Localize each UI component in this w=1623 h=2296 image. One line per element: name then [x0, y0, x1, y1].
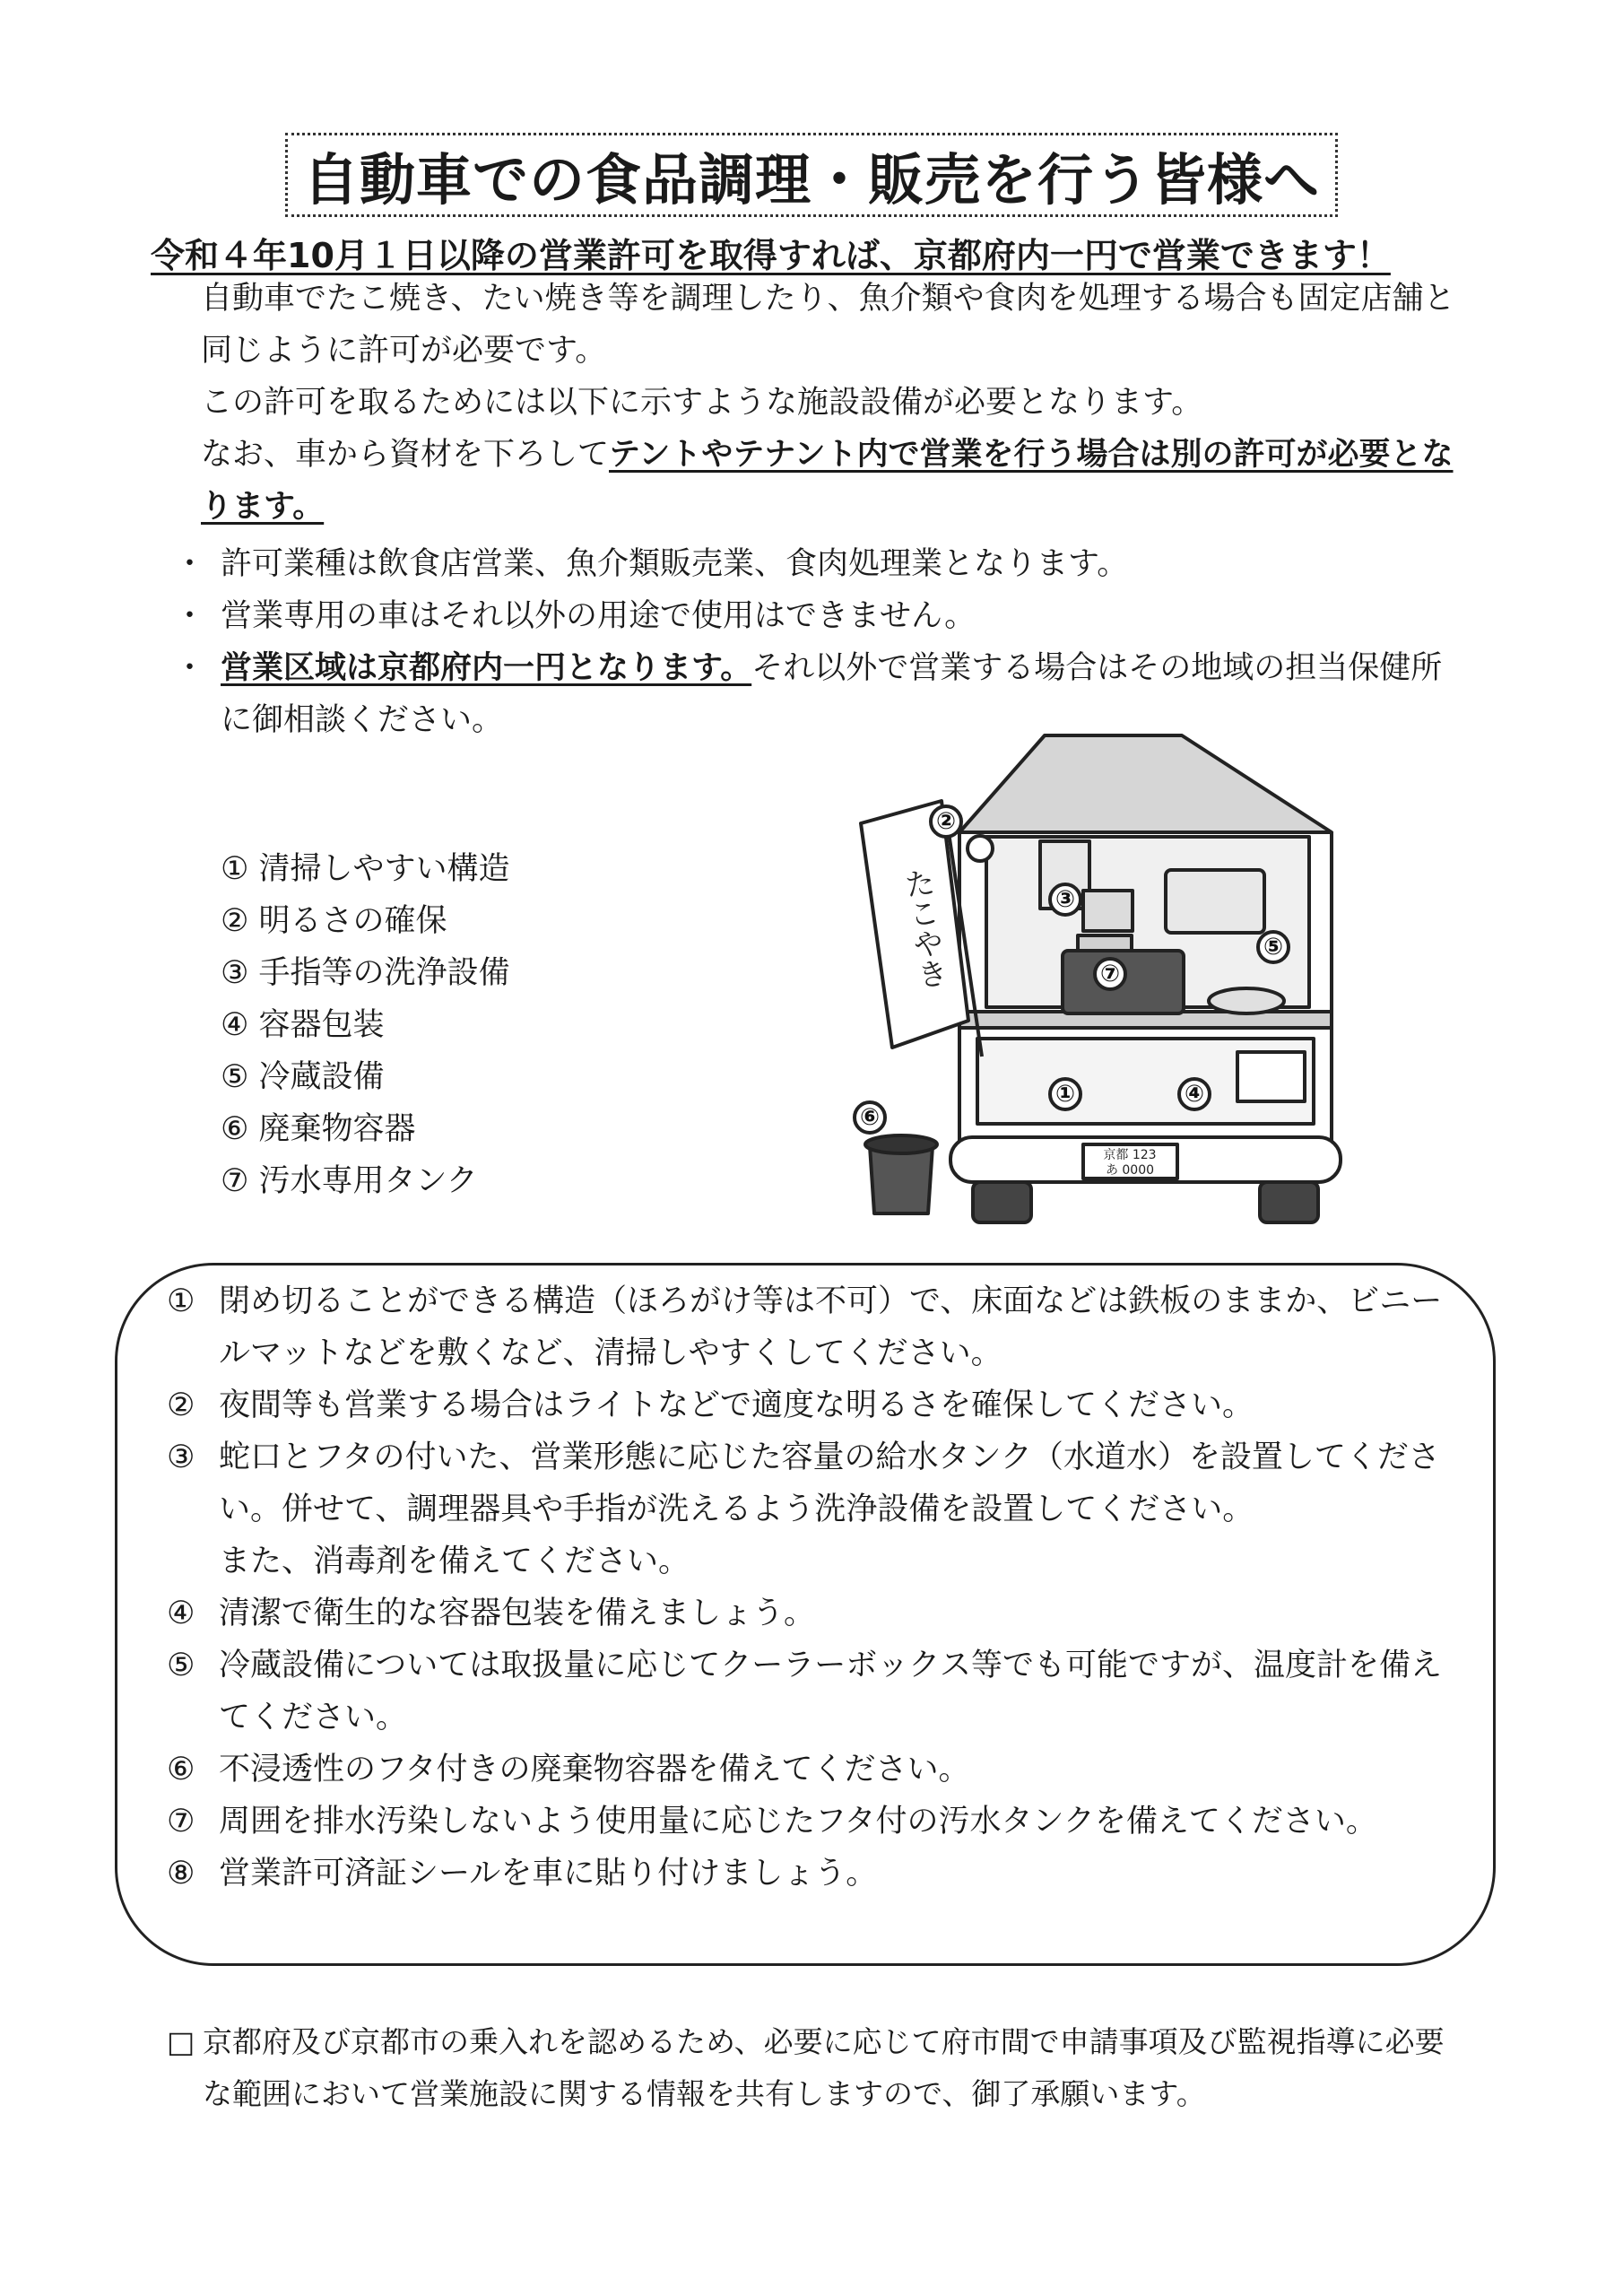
plate-text-bottom: あ 0000 — [1105, 1163, 1155, 1178]
rule-text: 不浸透性のフタ付きの廃棄物容器を備えてください。 — [219, 1752, 970, 1787]
legend-item: ⑤ 冷蔵設備 — [221, 1059, 385, 1095]
package-box — [1237, 1052, 1305, 1101]
marker-5: ⑤ — [1263, 934, 1284, 961]
legend-item: ① 清掃しやすい構造 — [221, 851, 510, 887]
page-title: 自動車での食品調理・販売を行う皆様へ — [302, 146, 1320, 213]
list-item — [167, 1848, 1458, 1900]
intro-text-2: この許可を取るためには以下に示すような施設設備が必要となります。 — [201, 385, 1203, 421]
rule-text: 蛇口とフタの付いた、営業形態に応じた容量の給水タンク（水道水）を設置してください。併せて、調理器具や手指が洗えるよう洗浄設備を設置してください。 — [219, 1439, 1440, 1527]
cooler-box — [1166, 870, 1264, 933]
list-item — [167, 538, 1458, 590]
mixing-bowl — [1209, 988, 1284, 1013]
plate-text-top: 京都 123 — [1103, 1148, 1157, 1162]
list-item — [167, 1796, 1458, 1848]
list-item — [167, 1587, 1458, 1639]
intro-text-3 — [167, 429, 1458, 533]
trash-can-lid — [865, 1135, 937, 1153]
rule-number: ③ — [167, 1439, 195, 1475]
rule-number: ⑦ — [167, 1804, 195, 1839]
intro-paragraph-3 — [167, 429, 1458, 533]
intro-text-3-emphasis: テントやテナント内で営業を行う場合は別の許可が必要となります。 — [201, 437, 1454, 525]
facility-legend — [221, 843, 510, 1207]
intro-paragraph-1 — [167, 273, 1458, 377]
title-box — [285, 133, 1338, 217]
sink — [1083, 891, 1133, 931]
bullet-text: 許可業種は飲食店営業、魚介類販売業、食肉処理業となります。 — [221, 546, 1129, 582]
bullet-mark: ・ — [174, 546, 206, 582]
rule-text: 周囲を排水汚染しないよう使用量に応じたフタ付の汚水タンクを備えてください。 — [219, 1804, 1377, 1839]
food-truck-illustration — [843, 716, 1381, 1245]
legend-item: ② 明るさの確保 — [221, 903, 447, 939]
rule-number: ⑤ — [167, 1648, 195, 1683]
marker-3: ③ — [1055, 886, 1076, 913]
light-icon — [968, 836, 993, 861]
marker-1: ① — [1055, 1081, 1076, 1108]
marker-2: ② — [935, 808, 957, 835]
truck-awning — [959, 735, 1332, 832]
bullet-text-emphasis: 営業区域は京都府内一円となります。 — [221, 650, 752, 686]
list-item — [167, 1431, 1458, 1587]
list-item — [167, 590, 1458, 642]
intro-text-3-plain: なお、車から資材を下ろして — [201, 437, 610, 473]
bullet-text: 営業専用の車はそれ以外の用途で使用はできません。 — [221, 598, 976, 634]
rule-number: ① — [167, 1283, 195, 1319]
legend-item: ③ 手指等の洗浄設備 — [221, 955, 510, 991]
wheel-right — [1260, 1182, 1318, 1222]
notice-item — [167, 2016, 1458, 2120]
bullet-text: それ以外で営業する場合はその地域の担当保健所に御相談ください。 — [221, 650, 1443, 738]
bullet-mark: ・ — [174, 598, 206, 634]
list-item — [167, 1744, 1458, 1796]
rule-text: 閉め切ることができる構造（ほろがけ等は不可）で、床面などは鉄板のままか、ビニールマットなどを敷くなど、清掃しやすくしてください。 — [219, 1283, 1443, 1371]
intro-paragraph-2 — [167, 377, 1458, 429]
rule-text: 営業許可済証シールを車に貼り付けましょう。 — [219, 1856, 878, 1892]
checkbox-square-icon: □ — [167, 2024, 195, 2059]
list-item — [167, 1379, 1458, 1431]
marker-6: ⑥ — [859, 1104, 881, 1131]
rule-number: ⑧ — [167, 1856, 195, 1892]
marker-4: ④ — [1184, 1081, 1205, 1108]
legend-item: ④ 容器包装 — [221, 1007, 385, 1043]
rule-text: 清潔で衛生的な容器包装を備えましょう。 — [219, 1596, 816, 1631]
rule-number: ② — [167, 1387, 195, 1423]
banner-text: たこやき — [897, 865, 950, 992]
list-item — [167, 1275, 1458, 1379]
info-sharing-notice — [167, 2016, 1458, 2120]
rule-text: 夜間等も営業する場合はライトなどで適度な明るさを確保してください。 — [219, 1387, 1254, 1423]
rule-number: ④ — [167, 1596, 195, 1631]
legend-item: ⑦ 汚水専用タンク — [221, 1163, 478, 1199]
rule-text: 冷蔵設備については取扱量に応じてクーラーボックス等でも可能ですが、温度計を備えてください。 — [219, 1648, 1442, 1735]
subheading: 令和４年10月１日以降の営業許可を取得すれば、京都府内一円で営業できます！ — [151, 236, 1391, 275]
legend-item: ⑥ 廃棄物容器 — [221, 1111, 416, 1147]
notice-text: 京都府及び京都市の乗入れを認めるため、必要に応じて府市間で申請事項及び監視指導に必要な範囲において営業施設に関する情報を共有しますので、御了承願います。 — [203, 2024, 1445, 2111]
list-item — [167, 1639, 1458, 1744]
marker-7: ⑦ — [1099, 961, 1121, 987]
trash-can — [870, 1146, 933, 1213]
intro-text-1: 自動車でたこ焼き、たい焼き等を調理したり、魚介類や食肉を処理する場合も固定店舗と同じように許可が必要です。 — [201, 281, 1455, 369]
rule-number: ⑥ — [167, 1752, 195, 1787]
bullet-mark: ・ — [174, 650, 206, 686]
rule-text-extra: また、消毒剤を備えてください。 — [219, 1544, 690, 1579]
requirements-list — [167, 1275, 1458, 1900]
wheel-left — [973, 1182, 1031, 1222]
